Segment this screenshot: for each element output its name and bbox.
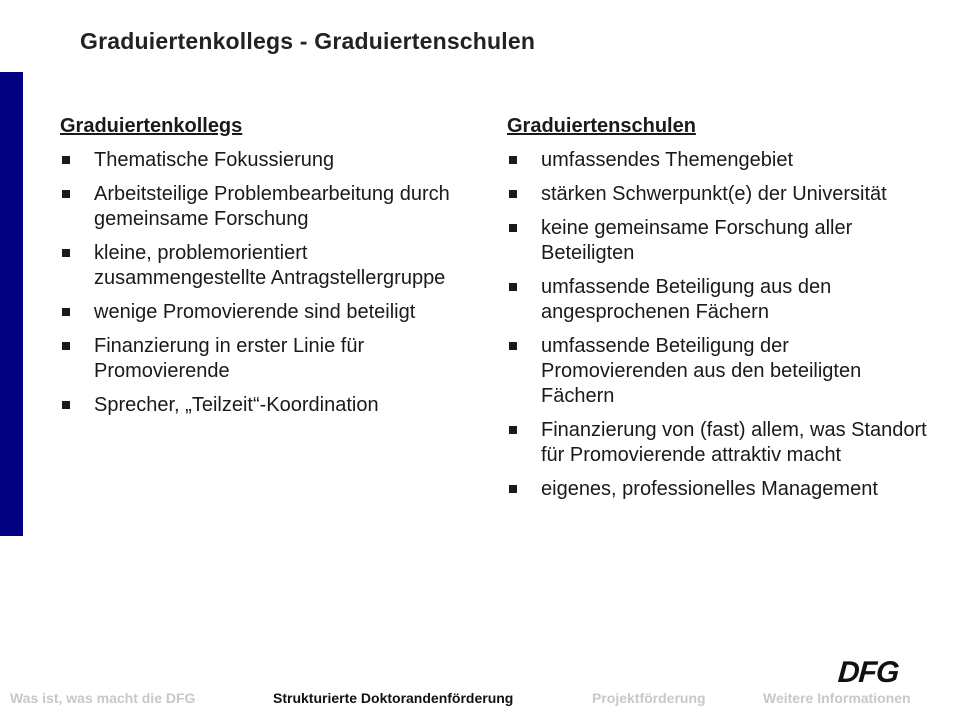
list-item-text: Sprecher, „Teilzeit“-Koordination bbox=[94, 394, 379, 416]
list-item bbox=[507, 216, 927, 266]
square-bullet-icon bbox=[62, 401, 70, 409]
square-bullet-icon bbox=[62, 249, 70, 257]
column-heading-left: Graduiertenkollegs bbox=[60, 115, 243, 137]
square-bullet-icon bbox=[62, 156, 70, 164]
side-accent-bar bbox=[0, 72, 23, 536]
footer-navigation bbox=[0, 690, 960, 714]
list-item-text: umfassende Beteiligung der Promovierenden aus den beteiligten Fächern bbox=[541, 335, 862, 407]
list-item bbox=[507, 334, 927, 409]
slide-title: Graduiertenkollegs - Graduiertenschulen bbox=[80, 28, 536, 54]
list-item bbox=[60, 241, 460, 291]
column-graduiertenschulen bbox=[507, 114, 927, 511]
list-item-text: umfassendes Themengebiet bbox=[541, 149, 794, 171]
dfg-logo: DFG bbox=[836, 656, 900, 689]
list-item bbox=[60, 334, 460, 384]
list-item-text: eigenes, professionelles Management bbox=[541, 478, 878, 500]
list-item bbox=[507, 418, 927, 468]
list-item-text: Arbeitsteilige Problembearbeitung durch gemeinsame Forschung bbox=[94, 183, 450, 230]
list-item-text: umfassende Beteiligung aus den angesprochenen Fächern bbox=[541, 276, 832, 323]
nav-link-was-ist-dfg[interactable]: Was ist, was macht die DFG bbox=[10, 690, 196, 706]
list-item bbox=[507, 148, 927, 173]
list-item-text: wenige Promovierende sind beteiligt bbox=[94, 301, 416, 323]
square-bullet-icon bbox=[509, 283, 517, 291]
column-graduiertenkollegs bbox=[60, 114, 460, 427]
nav-link-weitere-informationen[interactable]: Weitere Informationen bbox=[763, 690, 911, 706]
list-item-text: Finanzierung in erster Linie für Promovierende bbox=[94, 335, 365, 382]
list-item bbox=[60, 182, 460, 232]
bullet-list-left bbox=[60, 148, 460, 418]
square-bullet-icon bbox=[509, 426, 517, 434]
nav-link-projektfoerderung[interactable]: Projektförderung bbox=[592, 690, 706, 706]
list-item-text: stärken Schwerpunkt(e) der Universität bbox=[541, 183, 887, 205]
list-item-text: kleine, problemorientiert zusammengestellte Antragstellergruppe bbox=[94, 242, 446, 289]
list-item bbox=[507, 182, 927, 207]
list-item bbox=[60, 300, 460, 325]
square-bullet-icon bbox=[509, 342, 517, 350]
square-bullet-icon bbox=[509, 485, 517, 493]
list-item bbox=[60, 393, 460, 418]
square-bullet-icon bbox=[509, 224, 517, 232]
list-item bbox=[507, 275, 927, 325]
square-bullet-icon bbox=[509, 156, 517, 164]
square-bullet-icon bbox=[62, 308, 70, 316]
list-item bbox=[507, 477, 927, 502]
list-item-text: keine gemeinsame Forschung aller Beteiligten bbox=[541, 217, 853, 264]
column-heading-right: Graduiertenschulen bbox=[507, 115, 696, 137]
square-bullet-icon bbox=[62, 190, 70, 198]
square-bullet-icon bbox=[62, 342, 70, 350]
list-item bbox=[60, 148, 460, 173]
list-item-text: Finanzierung von (fast) allem, was Standort für Promovierende attraktiv macht bbox=[541, 419, 927, 466]
list-item-text: Thematische Fokussierung bbox=[94, 149, 335, 171]
nav-link-strukturierte-doktorandenfoerderung[interactable]: Strukturierte Doktorandenförderung bbox=[273, 690, 514, 706]
square-bullet-icon bbox=[509, 190, 517, 198]
bullet-list-right bbox=[507, 148, 927, 502]
